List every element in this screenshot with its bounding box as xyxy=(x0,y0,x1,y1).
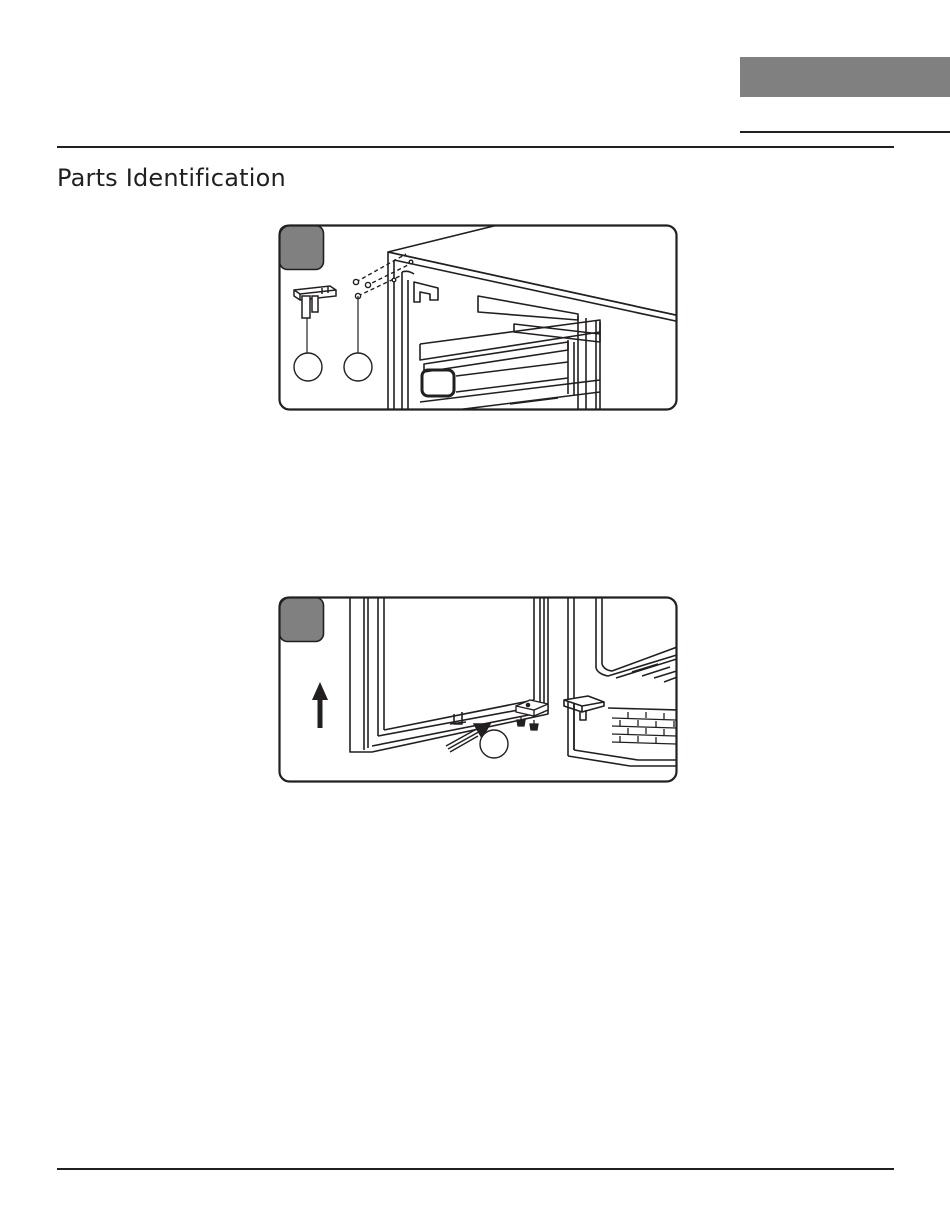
figure-1 xyxy=(278,224,678,411)
header-rule xyxy=(57,146,894,148)
figure-frame xyxy=(280,598,677,782)
section-title: Parts Identification xyxy=(57,164,286,192)
screws-icon xyxy=(353,254,412,356)
footer-rule xyxy=(57,1168,894,1170)
callout-circle-1 xyxy=(480,730,508,758)
step-badge xyxy=(280,226,324,270)
door-frame xyxy=(350,596,548,752)
cabinet-top-panel xyxy=(388,224,678,316)
hinge-bracket-icon xyxy=(294,286,336,356)
lift-up-arrow-icon xyxy=(312,682,328,728)
figure-2 xyxy=(278,596,678,783)
step-badge xyxy=(280,598,324,642)
header-tab-block xyxy=(740,57,950,97)
callout-circle-2 xyxy=(344,353,372,381)
callout-circle-1 xyxy=(294,353,322,381)
header-tab-rule xyxy=(740,131,950,133)
